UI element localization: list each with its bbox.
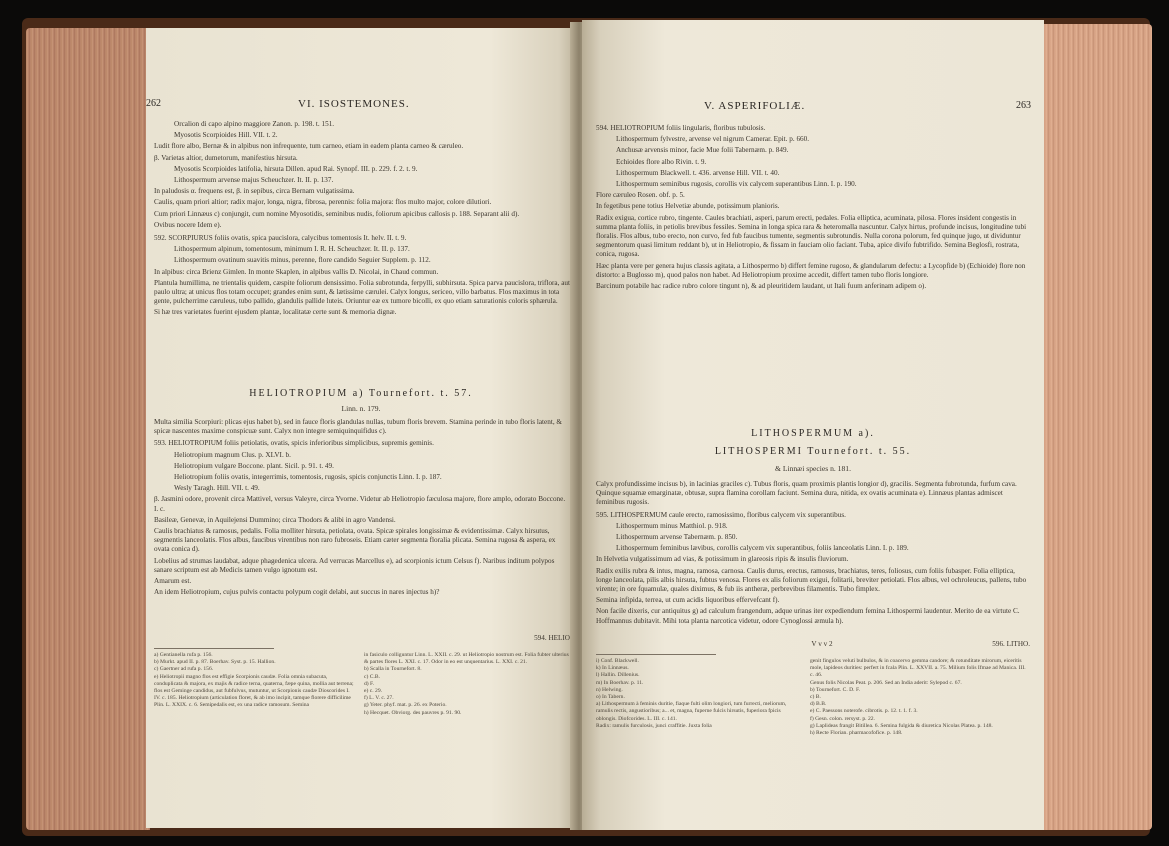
footnote: l) Hallin. Dillenius. [596, 672, 640, 679]
paragraph: Caulis brachiatus & ramosus, pedalis. Folia molliter hirsuta, petiolata, ovata. Spicæ spirales longissimæ & evidentissimæ. Calyx hirsutus, segmentis lanceolatis. Flos albus, faucibus virentibus non raro fubroseis. Etiam cæter segmenta floralia plicata. Semina rugosa & aspera, ex ovata conica d). [154, 527, 556, 554]
paragraph: Ludit flore albo, Bernæ & in alpibus non infrequente, tum carneo, etiam in eadem planta carneo & cæruleo. [154, 142, 464, 151]
paragraph: Heliotropium vulgare Boccone. plant. Sicil. p. 91. t. 49. [174, 461, 334, 470]
footnote: c) Gaertner ad rufa p. 156. [154, 666, 214, 673]
running-head: V. ASPERIFOLIÆ. [704, 100, 806, 112]
left-page [146, 28, 576, 828]
footnote: Genus folis Nicolas Peat. p. 206. Sed an India aderit: Sylepod c. 67. [810, 679, 962, 686]
footnote: in fasiculo colliguntur Linn. L. XXII. c. 29. ut Heliotropio nostrum est. Folia fubter ulterius & partes flores L. XXI. c. 17. Odor in eo est unquentarius. L. XXI. c. 21. [364, 652, 569, 666]
footnote: a) Gentianella rufa p. 156. [154, 652, 213, 658]
paragraph: Semina infipida, terrea, ut cum acidis liquoribus effervefcant f). [596, 596, 780, 605]
paragraph: β. Jasmini odore, provenit circa Mattivel, versus Valeyre, circa Yvorne. Videtur ab Heliotropio fæculosa majore, flore amplo, odorato Boccone. I. c. [154, 495, 566, 513]
paragraph: Lithospermum arvense majus Scheuchzer. It. II. p. 137. [174, 176, 334, 185]
footnote: b) Murkt. apud II. p. 87. Boerhav. Syst. p. 15. Hallion. [154, 659, 276, 666]
footnote: h) Recte Florian. pharmacofofice. p. 148. [810, 730, 903, 737]
paragraph: Ovibus nocere Idem e). [154, 220, 222, 229]
paragraph: Cum priori Linnæus c) conjungit, cum nomine Myosotidis, seminibus nudis, foliorum apicibus callosis p. 188. Separant alii d). [154, 209, 520, 218]
right-page [582, 20, 1044, 830]
genus-heading: LITHOSPERMUM a). [751, 428, 875, 439]
running-head: VI. ISOSTEMONES. [298, 98, 410, 110]
paragraph: Lithospermum fylvestre, arvense vel nigrum Camerar. Epit. p. 660. [616, 135, 810, 144]
footnote: a) Lithospermum à feminis duritie, fiaque fulti olim longiori, tum furrecti, meliorum, ramulis rectis, angustioribus; a... et, magna, fuperne fulcis hirsutis, fuperiora fpicis oblongis. Diofcorides. L. III. c. 141. [596, 701, 787, 722]
footnote: b) Tournefort. C. D. F. [810, 686, 861, 693]
footnote: i) Conf. Blackwell. [596, 658, 639, 664]
paragraph: Orcalion di capo alpino maggiore Zanon. p. 198. t. 151. [174, 120, 335, 128]
paragraph: Lithospermum minus Matthiol. p. 918. [616, 521, 728, 530]
signature-mark: V v v 2 [811, 640, 833, 648]
paragraph: Myosotis Scorpioides latifolia, hirsuta Dillen. apud Rai. Synopf. III. p. 229. f. 2. t. 9. [174, 164, 418, 173]
paragraph: Lithospermum seminibus rugosis, corollis vix calycem superantibus Linn. I. p. 190. [616, 180, 857, 189]
paragraph: Heliotropium magnum Clus. p. XLVI. b. [174, 450, 291, 459]
text-block-bottom [154, 418, 570, 599]
species-entry: 593. HELIOTROPIUM foliis petiolatis, ovatis, spicis inferioribus simplicibus, supremis geminis. [154, 439, 434, 448]
footnote: f) Gesn. colon. rersyst. p. 22. [810, 715, 875, 722]
footnote-rule [596, 654, 716, 655]
paragraph: In Helvetia vulgatissimum ad vias, & potissimum in glareosis ripis & insulis fluviorum. [596, 555, 849, 564]
footnote: b) Scalla in Tournefort. 8. [364, 666, 422, 673]
footnote: d) B.B. [810, 701, 827, 708]
footnote: e) c. 29. [364, 688, 383, 695]
footnotes-column-2 [810, 658, 1030, 737]
text-block-top [596, 124, 1030, 293]
footnotes-column-1 [596, 658, 802, 730]
paragraph: In fegetibus pene totius Helvetiæ abunde, potissimum planioris. [596, 202, 780, 211]
species-entry: 595. LITHOSPERMUM caule erecto, ramosissimo, floribus calycem vix superantibus. [596, 510, 846, 519]
footnote: c) B. [810, 694, 821, 701]
footnote: f) L. V. c. 27. [364, 695, 394, 702]
footnote: c) C.B. [364, 673, 381, 680]
paragraph: Lithospermum alpinum, tomentosum, minimum I. R. H. Scheuchzer. It. II. p. 137. [174, 245, 410, 254]
footnote: g) Laplideas frangit Bitillea. 6. Semina fulgida & diuretica Nicolas Platea. p. 148. [810, 722, 993, 729]
page-number: 262 [146, 98, 161, 109]
footnote: k) In Linnæus. [596, 665, 629, 672]
paragraph: Barcinum potabile hac radice rubro colore tingunt n), & ad pleuritidem laudant, ut Itali fuum anferinam adipem o). [596, 282, 927, 291]
paragraph: β. Varietas altior, dumetorum, manifestius hirsuta. [154, 153, 298, 162]
paragraph: Lobelius ad strumas laudabat, adque phagedenica ulcera. Ad verrucas Marcellus e), ad scorpionis ictum Celsus f). Naribus inditum polypos sanare scriptum est ab Medicis tamen vulgo ignotum est. [154, 556, 555, 574]
paragraph: Lithospermum feminibus lævibus, corollis calycem vix superantibus, foliis lanceolatis Linn. I. p. 189. [616, 544, 909, 553]
paragraph: Caulis, quam priori altior; radix major, longa, nigra, fibrosa, perennis: folia majora: flos multo major, colore dilutiori. [154, 198, 492, 207]
paragraph: Lithospermum arvense Tabernæm. p. 850. [616, 533, 738, 542]
paragraph: Plantula humillima, ne trientalis quidem, cæspite foliorum densissimo. Folia subrotunda, ferpylli, subhirsuta. Spica parva paucislora, triflora, aut paulo ultra; at unicus flos totam occupet; grandes enim sunt, & lætissime cærulei. Calyx longus, sericeo, villo barbatus. Flos maximus in tota gente, pulcherrime cæruleus, tubo pallido, glandulis pallide luteis. Oriuntur eæ ex tumore bicolli, ex quo etiam saturationis coloris sphærula. [154, 278, 570, 306]
paragraph: Heliotropium foliis ovatis, integerrimis, tomentosis, rugosis, spicis conjunctis Linn. I. p. 187. [174, 473, 442, 482]
paragraph: Lithospermum ovatinum suavitis minus, perenne, flore candido Seguier Supplem. p. 112. [174, 256, 431, 265]
text-block-bottom [596, 480, 1030, 628]
footnote: e) Heliotropii magno flos est effigie Scorpionis caudæ. Folia omnia subacuta, conduplicata & majora, ex majis & radice terna, quaterna, fæpe quina, mollia aut terrena; flos est Geminge candidus, aut fubfulvus, mutuntur, ut Scorpionis caudæ Dioscorides I. IV. c. 185. Heliotropium (articulation floret, & ab imo incipit, tamque florere difficilime Plin. L. XXIX. c. 6. Semipedalis est, ex una radice ramosum. Semina [154, 673, 354, 709]
footnote-rule [154, 648, 274, 649]
genus-heading: HELIOTROPIUM a) Tournefort. t. 57. [249, 388, 473, 399]
paragraph: Calyx profundissime incisus b), in lacinias graciles c). Tubus floris, quam proximis plantis longior d), gracilis. Segmenta fubrotunda, furfum cava. Quinque squamæ emarginatæ, obtusæ, supra flamina corollam faciunt. Semina dura, nitida, ex ovatis acuminata e). Linnæus plantas admiscet feminibus rugosis. [596, 480, 1017, 507]
paragraph: Amarum est. [154, 577, 192, 586]
footnote: n) Helwing. [596, 686, 623, 693]
footnote: o) In Tabern. [596, 694, 625, 701]
paragraph: Hæc planta vere per genera hujus classis agitata, a Lithospermo b) differt femine rugoso, & glandularum defectu: a Lycopfide b) (Echioide) flore non distorto: a Buglosso m), quod palos non habet. Ad Heliotropium proxime accedit, differt tamen tubo floris longiore. [596, 261, 1026, 279]
left-page-edges [26, 28, 150, 830]
paragraph: In alpibus: circa Brienz Gimlen. In monte Skaplen, in alpibus vallis D. Nicolai, in Chaud commun. [154, 267, 439, 276]
footnote: genit fingulos veluti bulbulos, & in coacervo gemma candore; & rotunditate mirorum, eiceritis mole, lapideos durities: perfert in fcala Plin. L. XXVII. a. 75. Milium folis Ifmae ad Manica. III. c. 46. [810, 658, 1026, 679]
catchword: 596. LITHO. [992, 640, 1030, 648]
paragraph: Flore cæruleo Rosen. obf. p. 5. [596, 191, 685, 200]
paragraph: Multa similia Scorpiuri: plicas ejus habet b), sed in fauce floris glandulas nullas, tubum floris brevem. Stamina perinde in tubo floris latent, & spicæ nascentes maxime conspicuæ sunt. Calyx non integre semiquinquifidus c). [154, 418, 563, 436]
footnote: m) In Boerhav. p. 11. [596, 679, 644, 686]
paragraph: Echioides flore albo Rivin. t. 9. [616, 157, 707, 166]
genus-subheading: & Linnæi species n. 181. [775, 464, 851, 473]
species-entry: 594. HELIOTROPIUM foliis lingularis, floribus tubulosis. [596, 124, 766, 132]
paragraph: Si hæ tres varietates fuerint ejusdem plantæ, localitatæ certe sunt & memoria dignæ. [154, 308, 397, 317]
paragraph: Basileæ, Genevæ, in Aquilejensi Dummino; circa Thodors & alibi in agro Vandensi. [154, 515, 396, 524]
footnotes-column-1 [154, 652, 356, 710]
footnote: d) F. [364, 680, 375, 687]
paragraph: Radix exilis rubra & intus, magna, ramosa, carnosa. Caulis durus, erectus, ramosus, brachiatus, teres, foliosus, cum foliis fubasper. Folia elliptica, longe lanceolata, pilis albis hirsuta, fubtus venosa. Flores ex alis foliorum exigui, folitarii, breviter petiolati. Flos albus, vel ochroleucus, pallens, tubo virente; in ore fquamulæ, quales diximus, & fub iis antheræ, perbrevibus filamentis. Tubo fimplex. [596, 566, 1027, 594]
paragraph: Wesly Taragh. Hill. VII. t. 49. [174, 484, 260, 493]
right-page-edges [1040, 24, 1152, 830]
footnote: h) Hecquet. Obviorg. des pauvres p. 91. 90. [364, 709, 462, 716]
species-entry: 592. SCORPIURUS foliis ovatis, spica paucislora, calycibus tomentosis It. helv. II. t. 9. [154, 234, 407, 243]
footnotes-column-2 [364, 652, 570, 717]
catchword: 594. HELIO [534, 634, 570, 642]
paragraph: Anchusæ arvensis minor, facie Mue folii Tabernæm. p. 849. [616, 146, 789, 155]
genus-subheading: Linn. n. 179. [341, 404, 381, 413]
paragraph: In paludosis α. frequens est, β. in sepibus, circa Bernam vulgatissima. [154, 187, 355, 196]
footnote: Radix: ramulis furculosis, junci craffitie. Juxta folia [596, 722, 712, 729]
footnote: e) C. Paessons noterofe. cibrotis. p. 12. t. 1. f. 3. [810, 708, 918, 715]
footnote: g) Yeter. phyf. mat. p. 26. ex Poterio. [364, 702, 447, 709]
paragraph: An idem Heliotropium, cujus pulvis contactu polypum cogit delabi, aut succus in nares injectus h)? [154, 588, 440, 597]
paragraph: Radix exigua, cortice rubro, tingente. Caules brachiati, asperi, parum erecti, pedales. Folia elliptica, acuminata, pilosa. Flores insident congestis in summa planta foliis, in petiolis brevibus fessiles. Semina in longa spica rara & heteromalla nascuntur. Calyx hirtus, profunde incisus, longitudine tubi floralis. Flos albus, tubo erecto, non curvo, fed fub faucibus tumente, segmentis subrotundis. Nulla corona polorum, fed quinque jugo, ut dividuntur segmentorum quasi limitum reddant b), ut in Heliotropio, & fissam in fauciam olio faciant. Tuba, apice divifo fubtrifido. Semina Beglosfi, rostrata, conica, rugosa. [596, 213, 1027, 259]
genus-heading-secondary: LITHOSPERMI Tournefort. t. 55. [714, 446, 912, 457]
text-block-top [154, 120, 570, 320]
page-number: 263 [1016, 100, 1031, 111]
paragraph: Myosotis Scorpioides Hill. VII. t. 2. [174, 131, 278, 140]
paragraph: Non facile dixeris, cur antiquitus g) ad calculum frangendum, adque urinas iter expediendum femina Lithospermi laudentur. Merito de ea virtute C. Hoffmannus dubitavit. Mihi tota planta narcotica videtur, odore Cynoglossi æmula h). [596, 607, 1020, 625]
paragraph: Lithospermum Blackwell. t. 436. arvense Hill. VII. t. 40. [616, 168, 780, 177]
